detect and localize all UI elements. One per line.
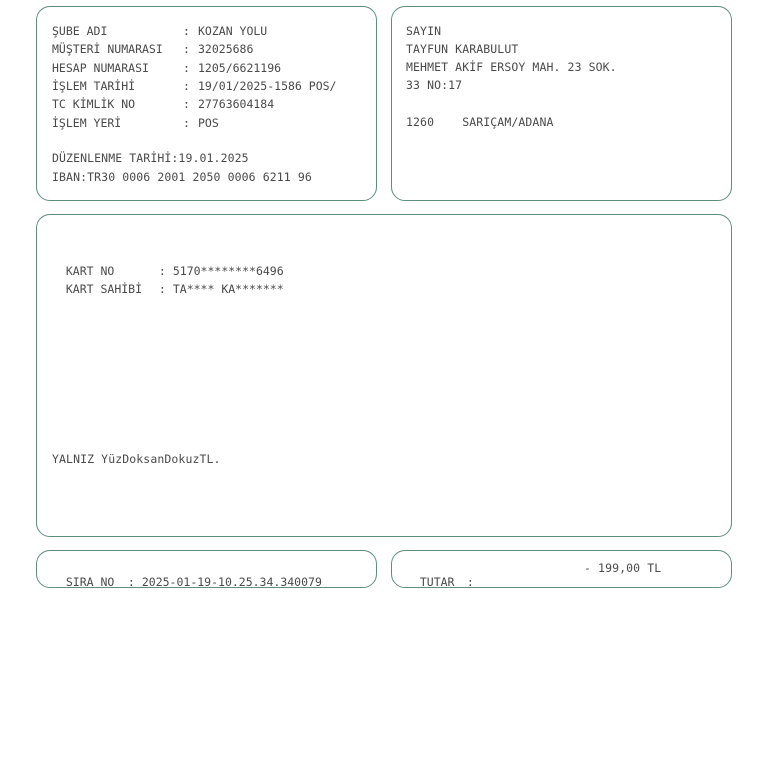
postal-city: 1260 SARIÇAM/ADANA xyxy=(406,115,554,129)
branch-info-separator: : xyxy=(183,42,190,56)
card-holder-row xyxy=(52,268,284,296)
sequence-label: SIRA NO xyxy=(65,575,115,589)
card-number-separator: : xyxy=(158,264,166,278)
branch-info-value: 27763604184 xyxy=(198,97,275,111)
branch-info-label: MÜŞTERİ NUMARASI xyxy=(52,42,163,56)
total-row xyxy=(406,561,474,589)
branch-info-label: ŞUBE ADI xyxy=(52,24,108,38)
card-holder-value: TA**** KA******* xyxy=(172,282,284,296)
card-holder-label: KART SAHİBİ xyxy=(65,282,143,296)
branch-info-value: 32025686 xyxy=(198,42,254,56)
branch-info-row xyxy=(52,24,267,38)
branch-info-label: TC KİMLİK NO xyxy=(52,97,136,111)
card-number-label: KART NO xyxy=(65,264,115,278)
branch-info-value: POS xyxy=(198,116,219,130)
branch-info-value: KOZAN YOLU xyxy=(198,24,268,38)
sequence-value: 2025-01-19-10.25.34.340079 xyxy=(141,575,322,589)
branch-info-row xyxy=(52,61,281,75)
total-separator: : xyxy=(466,575,474,589)
sequence-separator: : xyxy=(127,575,135,589)
address-box xyxy=(391,6,732,201)
branch-info-row xyxy=(52,116,219,130)
branch-info-row xyxy=(52,42,253,56)
total-value: - 199,00 TL xyxy=(584,561,662,575)
total-label: TUTAR xyxy=(419,575,455,589)
card-number-value: 5170********6496 xyxy=(172,264,284,278)
salutation: SAYIN xyxy=(406,24,442,38)
iban-line: IBAN:TR30 0006 2001 2050 0006 6211 96 xyxy=(52,170,312,184)
branch-info-separator: : xyxy=(183,79,190,93)
branch-info-row xyxy=(52,79,336,93)
branch-info-separator: : xyxy=(183,61,190,75)
address-line-1: MEHMET AKİF ERSOY MAH. 23 SOK. xyxy=(406,60,617,74)
branch-info-value: 1205/6621196 xyxy=(198,61,282,75)
card-holder-separator: : xyxy=(158,282,166,296)
branch-info-separator: : xyxy=(183,97,190,111)
sequence-row xyxy=(52,561,322,589)
branch-info-separator: : xyxy=(183,116,190,130)
branch-info-label: İŞLEM YERİ xyxy=(52,116,122,130)
amount-in-words: YALNIZ YüzDoksanDokuzTL. xyxy=(52,452,221,466)
branch-info-separator: : xyxy=(183,24,190,38)
branch-info-value: 19/01/2025-1586 POS/ xyxy=(198,79,337,93)
customer-name: TAYFUN KARABULUT xyxy=(406,42,519,56)
branch-info-label: HESAP NUMARASI xyxy=(52,61,149,75)
address-line-2: 33 NO:17 xyxy=(406,78,463,92)
issue-date-line: DÜZENLENME TARİHİ:19.01.2025 xyxy=(52,151,249,165)
branch-info-row xyxy=(52,97,274,111)
branch-info-label: İŞLEM TARİHİ xyxy=(52,79,136,93)
